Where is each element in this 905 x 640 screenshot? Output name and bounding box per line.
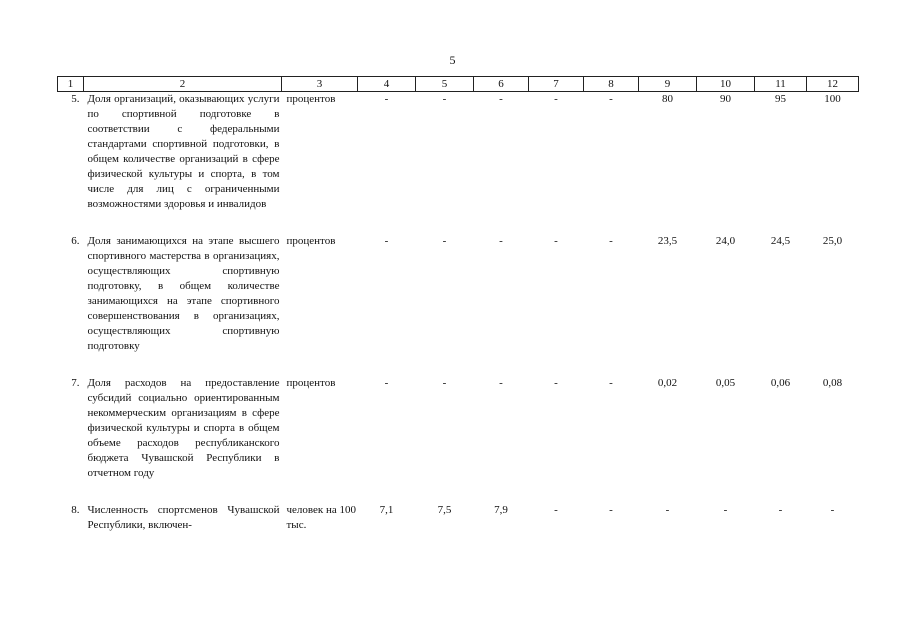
indicator-value: 0,08 xyxy=(822,377,843,389)
col-header: 7 xyxy=(529,77,584,92)
row-number: 8. xyxy=(71,504,80,516)
indicator-name: Доля расходов на предоставление субсидий социально ориентированным некоммерческим организациям в сфере физической культуры и спорта в общем объеме расходов республиканского бюджета Чувашской Республики в отчетном году xyxy=(87,377,280,479)
col-header: 10 xyxy=(697,77,755,92)
indicator-value: - xyxy=(609,93,613,105)
col-header: 6 xyxy=(474,77,529,92)
indicator-value: - xyxy=(442,377,447,389)
spacer-cell xyxy=(58,489,859,503)
row-spacer xyxy=(58,362,859,376)
unit-of-measure: процентов xyxy=(286,93,336,105)
indicator-value: 7,9 xyxy=(494,504,508,516)
indicator-value: 80 xyxy=(662,93,673,105)
indicator-value: 90 xyxy=(720,93,731,105)
indicator-value: 100 xyxy=(824,93,841,105)
col-header: 2 xyxy=(84,77,282,92)
table-row xyxy=(58,503,859,541)
indicator-value: - xyxy=(723,504,728,516)
table-row xyxy=(58,376,859,489)
indicators-table xyxy=(57,76,859,541)
unit-of-measure: процентов xyxy=(286,235,336,247)
indicator-value: - xyxy=(384,235,389,247)
indicator-value: 7,1 xyxy=(379,504,394,516)
indicator-value: 0,06 xyxy=(770,377,791,389)
col-header: 5 xyxy=(416,77,474,92)
indicator-value: - xyxy=(554,377,558,389)
spacer-cell xyxy=(58,362,859,376)
indicator-value: 7,5 xyxy=(437,504,452,516)
indicator-name: Доля занимающихся на этапе высшего спортивного мастерства в организациях, осуществляющих спортивную подготовку, в общем количестве занимающихся на этапе спортивного совершенствования в организациях, осуществляющих спортивную подготовку xyxy=(87,235,280,352)
row-number: 7. xyxy=(71,377,80,389)
indicator-value: - xyxy=(778,504,783,516)
col-header: 12 xyxy=(807,77,859,92)
indicator-value: - xyxy=(609,377,613,389)
column-number-header xyxy=(58,77,859,92)
row-number: 5. xyxy=(71,93,80,105)
col-header: 9 xyxy=(639,77,697,92)
indicator-value: 0,05 xyxy=(715,377,736,389)
indicator-value: - xyxy=(609,235,613,247)
indicator-name: Численность спортсменов Чувашской Республики, включен- xyxy=(87,504,280,531)
row-number: 6. xyxy=(71,235,80,247)
unit-of-measure: человек на 100 тыс. xyxy=(286,504,357,531)
row-spacer xyxy=(58,489,859,503)
indicator-value: - xyxy=(384,377,389,389)
indicator-value: - xyxy=(499,235,503,247)
table-row xyxy=(58,92,859,221)
table-row xyxy=(58,234,859,362)
indicator-value: - xyxy=(499,93,503,105)
indicator-value: - xyxy=(554,93,558,105)
indicator-value: - xyxy=(499,377,503,389)
indicator-value: 0,02 xyxy=(657,377,678,389)
unit-of-measure: процентов xyxy=(286,377,336,389)
row-spacer xyxy=(58,220,859,234)
indicator-value: - xyxy=(442,93,447,105)
indicator-value: 95 xyxy=(775,93,786,105)
indicator-value: 23,5 xyxy=(657,235,678,247)
page-number: 5 xyxy=(449,53,456,67)
indicator-value: - xyxy=(665,504,670,516)
table-body xyxy=(58,92,859,542)
indicator-value: - xyxy=(609,504,613,516)
indicator-value: - xyxy=(442,235,447,247)
indicator-value: 24,5 xyxy=(770,235,791,247)
col-header: 8 xyxy=(584,77,639,92)
col-header: 1 xyxy=(58,77,84,92)
indicator-value: 24,0 xyxy=(715,235,736,247)
spacer-cell xyxy=(58,220,859,234)
indicator-value: - xyxy=(830,504,835,516)
indicator-value: 25,0 xyxy=(822,235,843,247)
col-header: 11 xyxy=(755,77,807,92)
indicator-value: - xyxy=(554,235,558,247)
indicator-value: - xyxy=(554,504,558,516)
col-header: 4 xyxy=(358,77,416,92)
indicator-value: - xyxy=(384,93,389,105)
col-header: 3 xyxy=(282,77,358,92)
indicator-name: Доля организаций, оказывающих услуги по спортивной подготовке в соответствии с федеральными стандартами спортивной подготовки, в общем количестве организаций в сфере физической культуры и спорта, в том числе для лиц с ограниченными возможностями здоровья и инвалидов xyxy=(87,93,280,210)
